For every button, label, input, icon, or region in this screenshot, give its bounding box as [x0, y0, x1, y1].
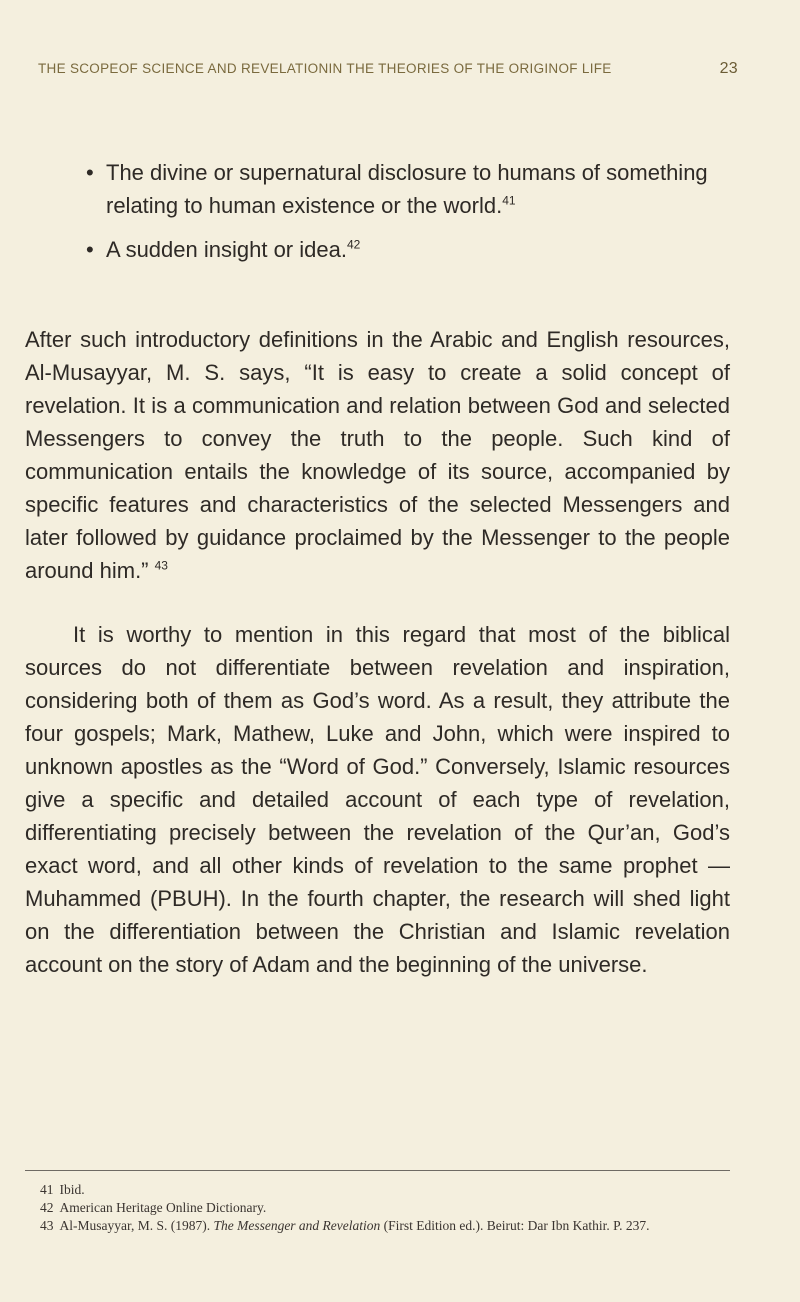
footnote-ref: 41 [502, 193, 516, 208]
footnote [40, 1199, 730, 1217]
running-header [38, 60, 738, 78]
footnote-number: 43 [40, 1218, 54, 1233]
paragraph-text: It is worthy to mention in this regard that most of the biblical sources do not differentiate between revelation and inspiration, considering both of them as God’s word. As a result, they attribute the four gospels; Mark, Mathew, Luke and John, which were inspired to unknown apostles as the “Word of God.” Conversely, Islamic resources give a specific and detailed account of each type of revelation, differentiating precisely between the revelation of the Qur’an, God’s exact word, and all other kinds of revelation to the same prophet — Muhammed (PBUH). In the fourth chapter, the research will shed light on the differentiation between the Christian and Islamic revelation account on the story of Adam and the beginning of the universe. [25, 622, 730, 977]
bullet-item [86, 156, 736, 222]
footnote-ref: 42 [346, 237, 361, 252]
bullet-item [86, 233, 736, 266]
footnote-text: Al-Musayyar, M. S. (1987). [59, 1218, 214, 1233]
paragraph-text: After such introductory definitions in the Arabic and English resources, Al-Musayyar, M. S. says, “It is easy to create a solid concept of revelation. It is a communication and relation between God and selected Messengers to convey the truth to the people. Such kind of communication entails the knowledge of its source, accompanied by specific features and characteristics of the selected Messengers and later followed by guidance proclaimed by the Messenger to the people around him.” [25, 327, 730, 583]
footnote [40, 1217, 730, 1235]
body-paragraph [25, 618, 730, 981]
running-title: THE SCOPEOF SCIENCE AND REVELATIONIN THE THEORIES OF THE ORIGINOF LIFE [38, 61, 612, 76]
footnote-text: American Heritage Online Dictionary. [59, 1200, 267, 1215]
bullet-text: The divine or supernatural disclosure to humans of something relating to human existence or the world. [106, 160, 708, 218]
footnote-divider [25, 1170, 730, 1171]
footnotes [40, 1181, 730, 1235]
footnote-number: 42 [40, 1200, 54, 1215]
footnote-text: Ibid. [59, 1182, 85, 1197]
bullet-list [86, 156, 736, 277]
footnote-number: 41 [40, 1182, 54, 1197]
footnote-text-after: (First Edition ed.). Beirut: Dar Ibn Kathir. P. 237. [380, 1218, 650, 1233]
footnote-ref: 43 [154, 558, 168, 573]
bullet-marker: • [86, 160, 94, 185]
bullet-marker: • [86, 237, 94, 262]
page-number: 23 [719, 60, 738, 77]
body-paragraph [25, 323, 730, 587]
bullet-text: A sudden insight or idea. [106, 237, 347, 262]
footnote [40, 1181, 730, 1199]
footnote-book-title: The Messenger and Revelation [213, 1218, 381, 1233]
